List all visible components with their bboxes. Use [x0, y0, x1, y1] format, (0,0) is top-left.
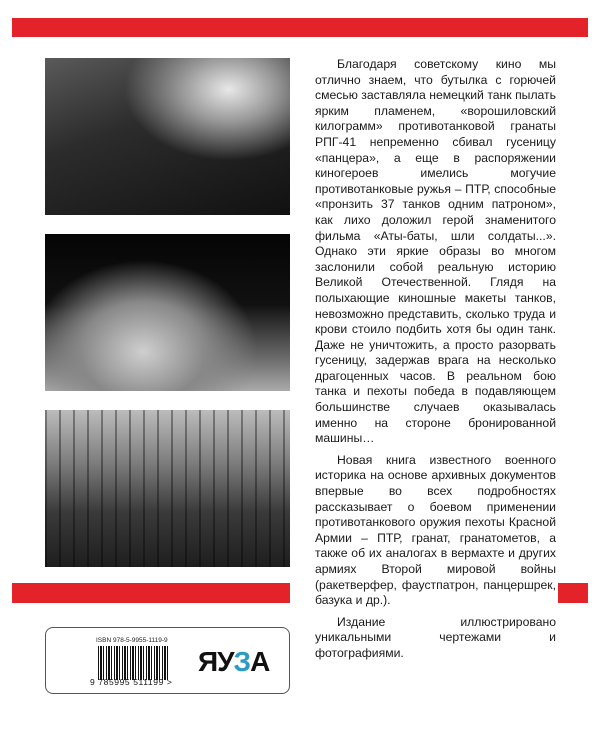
bottom-red-band: [12, 583, 290, 603]
top-red-band: [12, 18, 588, 37]
logo-part: З: [233, 646, 251, 677]
night-anti-tank-crew-photo: [45, 234, 290, 391]
annotation-text: [315, 57, 556, 668]
paragraph: Новая книга известного военного историка на основе архивных документов впервые во всех подробностях рассказывает о боевом применении противотанкового оружия пехоты Красной Армии – ПТР, гранат, гранатометов, а также об их аналогах в вермахте и других армиях Второй мировой войны (ракетверфер, фаустпатрон, панцершрек, базука и др.).: [315, 452, 556, 608]
publisher-logo: [198, 646, 269, 678]
paragraph: Издание иллюстрировано уникальными чертежами и фотографиями.: [315, 614, 556, 660]
red-square-marker: [558, 583, 588, 603]
paragraph: Благодаря советскому кино мы отлично знаем, что бутылка с горючей смесью заставляла немецкий танк пылать ярким пламенем, «ворошиловский килограмм» противотанковой гранаты РПГ-41 непременно сбивал гусеницу «панцера», а еще в распоряжении киногероев имелись могучие противотанковые ружья – ПТР, способные «пронзить 37 танков одним патроном», как лихо доложил герой знаменитого фильма «Аты-баты, шли солдаты...». Однако эти яркие образы во многом заслонили собой реальную историю Великой Отечественной. Глядя на полыхающие киношные макеты танков, невозможно представить, сколько труда и крови стоило подбить хотя бы один танк. Даже не уничтожить, а просто разорвать гусеницу, задержав врага на несколько драгоценных часов. В реальном бою танка и пехоты победа в подавляющем большинстве случаев оказывалась именно на стороне бронированной машины…: [315, 57, 556, 446]
marching-soldiers-with-rifles-photo: [45, 410, 290, 567]
barcode-bars: [98, 646, 168, 680]
isbn-label: ISBN 978-5-9955-1119-9: [96, 637, 168, 644]
logo-part: А: [250, 646, 270, 677]
barcode-digits: 9 785995 511199 >: [90, 677, 173, 687]
logo-part: ЯУ: [198, 646, 234, 677]
barcode-box: [45, 627, 290, 694]
soldier-with-anti-tank-rifle-photo: [45, 58, 290, 215]
